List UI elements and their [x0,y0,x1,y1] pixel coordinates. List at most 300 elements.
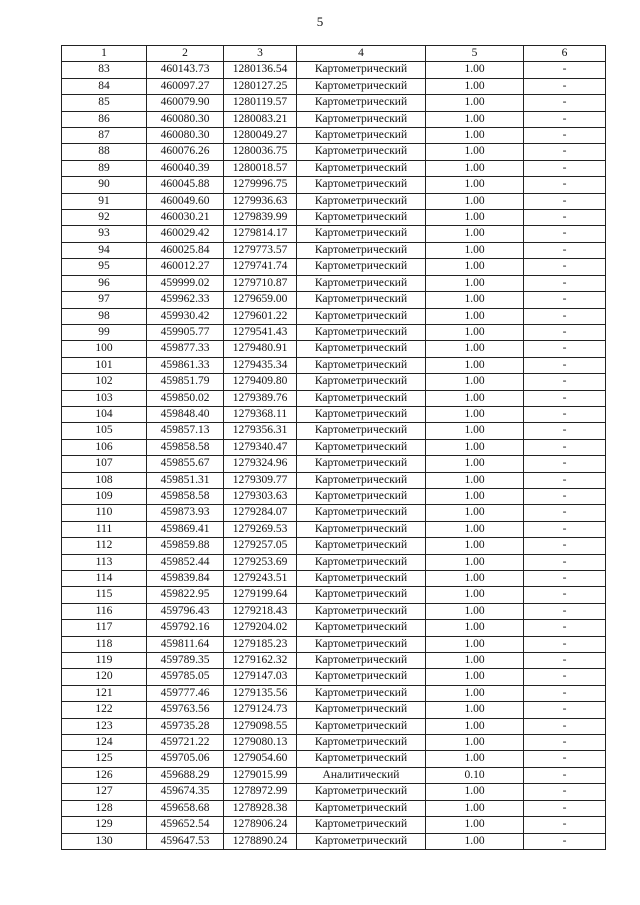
cell-x-coordinate: 459658.68 [147,800,224,816]
cell-y-coordinate: 1279814.17 [224,226,297,242]
cell-y-coordinate: 1279015.99 [224,767,297,783]
cell-method: Картометрический [297,554,426,570]
cell-y-coordinate: 1279996.75 [224,177,297,193]
cell-method: Картометрический [297,784,426,800]
table-row [62,423,606,439]
cell-x-coordinate: 459822.95 [147,587,224,603]
cell-y-coordinate: 1279269.53 [224,521,297,537]
cell-method: Картометрический [297,423,426,439]
cell-method: Картометрический [297,456,426,472]
cell-accuracy: 1.00 [426,784,524,800]
cell-description: - [524,571,606,587]
cell-x-coordinate: 460079.90 [147,95,224,111]
cell-x-coordinate: 459850.02 [147,390,224,406]
cell-accuracy: 1.00 [426,324,524,340]
cell-point-number: 128 [62,800,147,816]
cell-description: - [524,800,606,816]
cell-point-number: 96 [62,275,147,291]
cell-point-number: 94 [62,242,147,258]
cell-method: Картометрический [297,324,426,340]
cell-description: - [524,111,606,127]
column-header-point-number: 1 [62,46,147,62]
cell-point-number: 127 [62,784,147,800]
table-row [62,702,606,718]
cell-method: Картометрический [297,292,426,308]
cell-method: Картометрический [297,177,426,193]
cell-x-coordinate: 459858.58 [147,488,224,504]
cell-point-number: 109 [62,488,147,504]
cell-y-coordinate: 1280018.57 [224,160,297,176]
cell-accuracy: 1.00 [426,636,524,652]
cell-y-coordinate: 1279773.57 [224,242,297,258]
cell-point-number: 92 [62,210,147,226]
cell-description: - [524,259,606,275]
cell-point-number: 91 [62,193,147,209]
cell-x-coordinate: 460045.88 [147,177,224,193]
cell-x-coordinate: 460097.27 [147,78,224,94]
table-row [62,685,606,701]
cell-y-coordinate: 1279098.55 [224,718,297,734]
cell-y-coordinate: 1279284.07 [224,505,297,521]
cell-point-number: 126 [62,767,147,783]
cell-method: Картометрический [297,685,426,701]
cell-x-coordinate: 459851.79 [147,374,224,390]
cell-method: Картометрический [297,735,426,751]
cell-y-coordinate: 1279199.64 [224,587,297,603]
cell-description: - [524,685,606,701]
cell-point-number: 124 [62,735,147,751]
cell-point-number: 89 [62,160,147,176]
cell-method: Картометрический [297,538,426,554]
cell-y-coordinate: 1279243.51 [224,571,297,587]
cell-x-coordinate: 459873.93 [147,505,224,521]
cell-point-number: 113 [62,554,147,570]
cell-point-number: 86 [62,111,147,127]
cell-accuracy: 1.00 [426,210,524,226]
cell-x-coordinate: 459792.16 [147,620,224,636]
cell-y-coordinate: 1279147.03 [224,669,297,685]
cell-accuracy: 1.00 [426,390,524,406]
table-row [62,374,606,390]
cell-x-coordinate: 459869.41 [147,521,224,537]
cell-y-coordinate: 1279601.22 [224,308,297,324]
cell-description: - [524,488,606,504]
cell-x-coordinate: 459905.77 [147,324,224,340]
cell-accuracy: 1.00 [426,702,524,718]
cell-accuracy: 1.00 [426,538,524,554]
cell-x-coordinate: 460076.26 [147,144,224,160]
cell-point-number: 110 [62,505,147,521]
cell-method: Картометрический [297,488,426,504]
cell-accuracy: 1.00 [426,62,524,78]
cell-x-coordinate: 459674.35 [147,784,224,800]
cell-description: - [524,177,606,193]
cell-method: Картометрический [297,406,426,422]
cell-method: Картометрический [297,718,426,734]
cell-method: Аналитический [297,767,426,783]
column-header-accuracy: 5 [426,46,524,62]
cell-accuracy: 0.10 [426,767,524,783]
table-row [62,554,606,570]
cell-description: - [524,439,606,455]
cell-x-coordinate: 459735.28 [147,718,224,734]
cell-y-coordinate: 1279204.02 [224,620,297,636]
cell-x-coordinate: 460025.84 [147,242,224,258]
cell-x-coordinate: 459796.43 [147,603,224,619]
cell-x-coordinate: 460029.42 [147,226,224,242]
cell-description: - [524,587,606,603]
cell-x-coordinate: 459848.40 [147,406,224,422]
cell-description: - [524,718,606,734]
cell-point-number: 105 [62,423,147,439]
cell-x-coordinate: 460080.30 [147,128,224,144]
cell-y-coordinate: 1279541.43 [224,324,297,340]
cell-y-coordinate: 1278972.99 [224,784,297,800]
table-row [62,587,606,603]
cell-method: Картометрический [297,669,426,685]
cell-method: Картометрический [297,341,426,357]
cell-description: - [524,554,606,570]
coordinates-table [61,45,606,850]
cell-accuracy: 1.00 [426,374,524,390]
cell-accuracy: 1.00 [426,406,524,422]
cell-y-coordinate: 1279340.47 [224,439,297,455]
cell-description: - [524,817,606,833]
cell-y-coordinate: 1279054.60 [224,751,297,767]
cell-point-number: 103 [62,390,147,406]
cell-point-number: 87 [62,128,147,144]
cell-accuracy: 1.00 [426,472,524,488]
cell-description: - [524,833,606,849]
cell-x-coordinate: 460030.21 [147,210,224,226]
cell-accuracy: 1.00 [426,554,524,570]
cell-accuracy: 1.00 [426,521,524,537]
table-row [62,538,606,554]
cell-x-coordinate: 459999.02 [147,275,224,291]
cell-x-coordinate: 459811.64 [147,636,224,652]
cell-description: - [524,128,606,144]
cell-description: - [524,669,606,685]
table-row [62,620,606,636]
cell-x-coordinate: 459877.33 [147,341,224,357]
cell-point-number: 98 [62,308,147,324]
cell-description: - [524,472,606,488]
table-row [62,357,606,373]
cell-description: - [524,735,606,751]
cell-accuracy: 1.00 [426,144,524,160]
table-row [62,111,606,127]
table-row [62,653,606,669]
cell-accuracy: 1.00 [426,193,524,209]
cell-x-coordinate: 460040.39 [147,160,224,176]
cell-point-number: 106 [62,439,147,455]
cell-point-number: 85 [62,95,147,111]
cell-y-coordinate: 1280049.27 [224,128,297,144]
cell-y-coordinate: 1279185.23 [224,636,297,652]
cell-point-number: 121 [62,685,147,701]
cell-y-coordinate: 1280127.25 [224,78,297,94]
cell-point-number: 97 [62,292,147,308]
cell-point-number: 120 [62,669,147,685]
table-row [62,718,606,734]
cell-description: - [524,538,606,554]
table-row [62,735,606,751]
cell-description: - [524,521,606,537]
table-row [62,160,606,176]
cell-point-number: 93 [62,226,147,242]
cell-point-number: 104 [62,406,147,422]
cell-accuracy: 1.00 [426,439,524,455]
table-row [62,341,606,357]
cell-description: - [524,308,606,324]
cell-accuracy: 1.00 [426,751,524,767]
table-row [62,242,606,258]
cell-x-coordinate: 460012.27 [147,259,224,275]
cell-y-coordinate: 1280083.21 [224,111,297,127]
cell-accuracy: 1.00 [426,357,524,373]
table-row [62,390,606,406]
cell-method: Картометрический [297,374,426,390]
cell-x-coordinate: 459721.22 [147,735,224,751]
table-row [62,669,606,685]
cell-method: Картометрический [297,817,426,833]
cell-accuracy: 1.00 [426,488,524,504]
cell-y-coordinate: 1279303.63 [224,488,297,504]
cell-point-number: 118 [62,636,147,652]
cell-y-coordinate: 1279409.80 [224,374,297,390]
cell-point-number: 102 [62,374,147,390]
cell-accuracy: 1.00 [426,669,524,685]
cell-description: - [524,144,606,160]
cell-y-coordinate: 1279480.91 [224,341,297,357]
cell-description: - [524,702,606,718]
cell-y-coordinate: 1279080.13 [224,735,297,751]
cell-point-number: 95 [62,259,147,275]
cell-y-coordinate: 1279135.56 [224,685,297,701]
cell-accuracy: 1.00 [426,505,524,521]
cell-description: - [524,242,606,258]
cell-method: Картометрический [297,702,426,718]
cell-y-coordinate: 1279936.63 [224,193,297,209]
cell-method: Картометрический [297,111,426,127]
cell-accuracy: 1.00 [426,308,524,324]
cell-method: Картометрический [297,242,426,258]
cell-accuracy: 1.00 [426,571,524,587]
cell-description: - [524,62,606,78]
cell-description: - [524,357,606,373]
cell-point-number: 112 [62,538,147,554]
cell-x-coordinate: 459851.31 [147,472,224,488]
cell-accuracy: 1.00 [426,259,524,275]
cell-y-coordinate: 1279356.31 [224,423,297,439]
cell-x-coordinate: 459930.42 [147,308,224,324]
table-row [62,275,606,291]
cell-point-number: 116 [62,603,147,619]
table-row [62,308,606,324]
cell-description: - [524,292,606,308]
cell-method: Картометрический [297,160,426,176]
cell-point-number: 117 [62,620,147,636]
cell-x-coordinate: 459785.05 [147,669,224,685]
cell-method: Картометрический [297,275,426,291]
cell-y-coordinate: 1280136.54 [224,62,297,78]
cell-accuracy: 1.00 [426,111,524,127]
cell-accuracy: 1.00 [426,160,524,176]
cell-accuracy: 1.00 [426,226,524,242]
cell-point-number: 84 [62,78,147,94]
cell-y-coordinate: 1279659.00 [224,292,297,308]
cell-description: - [524,324,606,340]
table-row [62,144,606,160]
table-row [62,439,606,455]
page-number: 5 [316,14,324,29]
table-row [62,521,606,537]
table-row [62,78,606,94]
cell-accuracy: 1.00 [426,620,524,636]
cell-method: Картометрический [297,210,426,226]
table-row [62,456,606,472]
cell-point-number: 99 [62,324,147,340]
cell-method: Картометрический [297,800,426,816]
cell-accuracy: 1.00 [426,817,524,833]
cell-x-coordinate: 460049.60 [147,193,224,209]
table-row [62,833,606,849]
cell-accuracy: 1.00 [426,128,524,144]
cell-description: - [524,160,606,176]
table-row [62,751,606,767]
cell-method: Картометрический [297,751,426,767]
cell-point-number: 122 [62,702,147,718]
cell-point-number: 90 [62,177,147,193]
cell-description: - [524,341,606,357]
cell-y-coordinate: 1279368.11 [224,406,297,422]
cell-method: Картометрический [297,144,426,160]
cell-x-coordinate: 459839.84 [147,571,224,587]
cell-method: Картометрический [297,390,426,406]
cell-description: - [524,226,606,242]
cell-x-coordinate: 459777.46 [147,685,224,701]
cell-method: Картометрический [297,603,426,619]
cell-accuracy: 1.00 [426,685,524,701]
table-row [62,324,606,340]
cell-x-coordinate: 459852.44 [147,554,224,570]
table-row [62,817,606,833]
cell-x-coordinate: 459962.33 [147,292,224,308]
cell-accuracy: 1.00 [426,177,524,193]
cell-description: - [524,636,606,652]
cell-point-number: 129 [62,817,147,833]
cell-accuracy: 1.00 [426,423,524,439]
cell-description: - [524,505,606,521]
table-row [62,193,606,209]
table-row [62,571,606,587]
table-row [62,603,606,619]
cell-description: - [524,374,606,390]
cell-method: Картометрический [297,505,426,521]
cell-method: Картометрический [297,95,426,111]
cell-accuracy: 1.00 [426,456,524,472]
cell-point-number: 88 [62,144,147,160]
cell-description: - [524,456,606,472]
cell-point-number: 115 [62,587,147,603]
cell-point-number: 100 [62,341,147,357]
cell-description: - [524,210,606,226]
cell-description: - [524,784,606,800]
cell-y-coordinate: 1279435.34 [224,357,297,373]
table-row [62,505,606,521]
table-row [62,472,606,488]
cell-x-coordinate: 459705.06 [147,751,224,767]
cell-point-number: 83 [62,62,147,78]
cell-accuracy: 1.00 [426,653,524,669]
cell-y-coordinate: 1280119.57 [224,95,297,111]
cell-description: - [524,390,606,406]
cell-method: Картометрический [297,653,426,669]
cell-x-coordinate: 459861.33 [147,357,224,373]
cell-y-coordinate: 1279839.99 [224,210,297,226]
cell-description: - [524,653,606,669]
cell-method: Картометрический [297,472,426,488]
cell-point-number: 123 [62,718,147,734]
cell-method: Картометрический [297,226,426,242]
cell-method: Картометрический [297,62,426,78]
cell-description: - [524,193,606,209]
cell-point-number: 125 [62,751,147,767]
cell-accuracy: 1.00 [426,587,524,603]
cell-description: - [524,751,606,767]
cell-method: Картометрический [297,357,426,373]
table-row [62,488,606,504]
cell-description: - [524,603,606,619]
table-row [62,636,606,652]
cell-method: Картометрический [297,439,426,455]
cell-accuracy: 1.00 [426,292,524,308]
cell-y-coordinate: 1278906.24 [224,817,297,833]
cell-accuracy: 1.00 [426,603,524,619]
cell-method: Картометрический [297,571,426,587]
table-row [62,406,606,422]
cell-x-coordinate: 459855.67 [147,456,224,472]
cell-accuracy: 1.00 [426,341,524,357]
cell-y-coordinate: 1279253.69 [224,554,297,570]
cell-method: Картометрический [297,193,426,209]
cell-x-coordinate: 459763.56 [147,702,224,718]
cell-point-number: 114 [62,571,147,587]
cell-description: - [524,275,606,291]
cell-method: Картометрический [297,259,426,275]
cell-method: Картометрический [297,521,426,537]
cell-point-number: 101 [62,357,147,373]
cell-y-coordinate: 1279710.87 [224,275,297,291]
cell-point-number: 107 [62,456,147,472]
cell-y-coordinate: 1279309.77 [224,472,297,488]
cell-description: - [524,423,606,439]
table-body [62,62,606,850]
cell-method: Картометрический [297,128,426,144]
cell-point-number: 111 [62,521,147,537]
column-header-y-coordinate: 3 [224,46,297,62]
cell-x-coordinate: 459857.13 [147,423,224,439]
cell-accuracy: 1.00 [426,95,524,111]
cell-y-coordinate: 1278890.24 [224,833,297,849]
cell-point-number: 108 [62,472,147,488]
table-row [62,128,606,144]
cell-point-number: 119 [62,653,147,669]
cell-method: Картометрический [297,620,426,636]
table-row [62,226,606,242]
table-row [62,210,606,226]
table-row [62,177,606,193]
